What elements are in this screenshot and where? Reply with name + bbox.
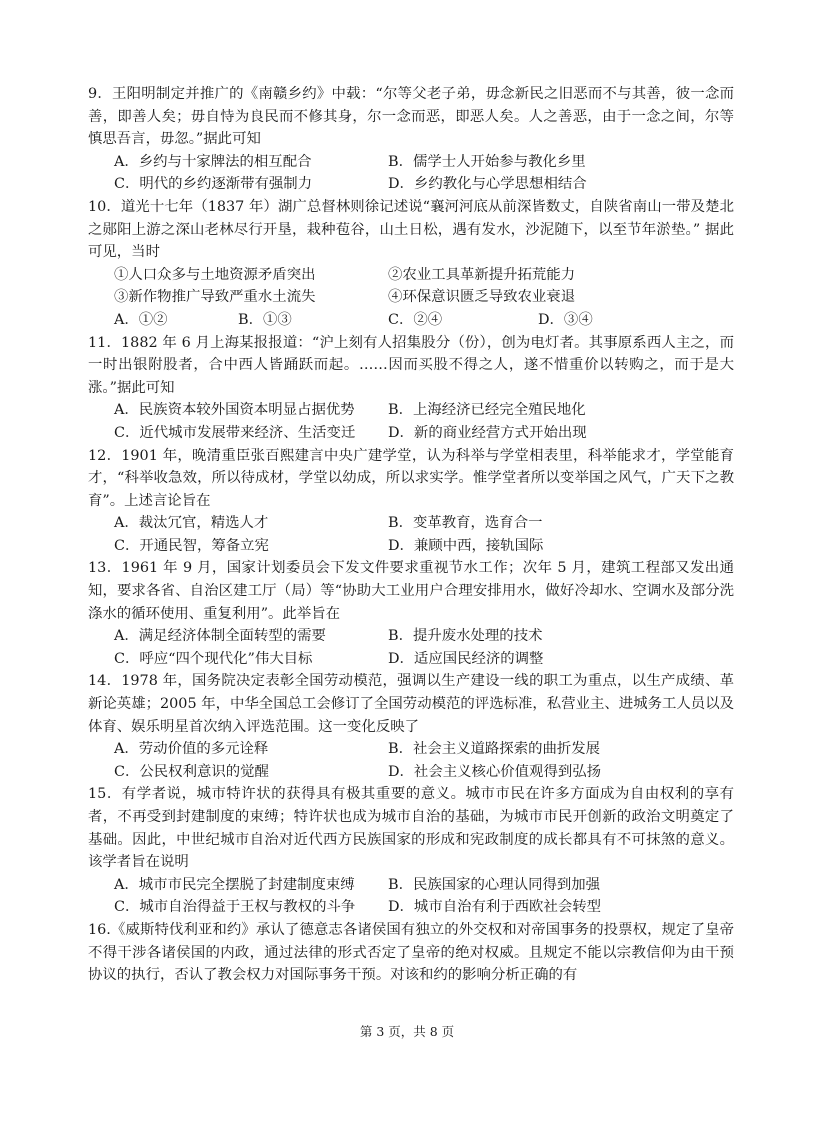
question-13: [88, 557, 734, 670]
options-row: [88, 422, 734, 445]
option-d: D．兼顾中西，接轨国际: [388, 537, 544, 554]
option-c: C．明代的乡约逐渐带有强制力: [114, 176, 313, 193]
options-row: [88, 512, 734, 535]
option-b: B．变革教育，选育合一: [388, 515, 543, 532]
options-row: [88, 151, 734, 174]
option-c: C．城市自治得益于王权与教权的斗争: [114, 899, 356, 916]
option-b: B．①③: [238, 311, 292, 328]
options-row: [88, 738, 734, 761]
statement-3: ③新作物推广导致严重水土流失: [114, 289, 316, 306]
option-a: A．①②: [114, 311, 168, 328]
option-d: D．社会主义核心价值观得到弘扬: [388, 763, 602, 780]
question-16: [88, 919, 734, 987]
question-stem: 9．王阳明制定并推广的《南赣乡约》中载：“尔等父老子弟，毋念新民之旧恶而不与其善，彼一念而善，即善人矣；毋自恃为良民而不修其身，尔一念而恶，即恶人矣。人之善恶，由于一念之间，尔等慎思吾言，毋忽。”据此可知: [88, 86, 734, 148]
options-row: [88, 896, 734, 919]
option-d: D．新的商业经营方式开始出现: [388, 424, 587, 441]
statements-row: [88, 286, 734, 309]
question-11: [88, 332, 734, 445]
option-b: B．社会主义道路探索的曲折发展: [388, 741, 601, 758]
question-stem: 12．1901 年，晚清重臣张百熙建言中央广建学堂，认为科举与学堂相表里，科举能求才，学堂能育才，“科举收急效，所以待成材，学堂以幼成，所以求实学。惟学堂者所以变举国之风气，广天下之教育”。上述言论旨在: [88, 447, 734, 509]
option-b: B．上海经济已经完全殖民地化: [388, 402, 586, 419]
option-b: B．提升废水处理的技术: [388, 628, 543, 645]
option-c: C．呼应“四个现代化”伟大目标: [114, 650, 313, 667]
question-stem: 16.《威斯特伐利亚和约》承认了德意志各诸侯国有独立的外交权和对帝国事务的投票权，规定了皇帝不得干涉各诸侯国的内政，通过法律的形式否定了皇帝的绝对权威。且规定不能以宗教信仰为由干预协议的执行，否认了教会权力对国际事务干预。对该和约的影响分析正确的有: [88, 921, 734, 984]
option-c: C．②④: [388, 311, 443, 328]
question-stem: 13．1961 年 9 月，国家计划委员会下发文件要求重视节水工作；次年 5 月，建筑工程部又发出通知，要求各省、自治区建工厅（局）等“协助大工业用户合理安排用水，做好冷却水、空调水及部分洗涤水的循环使用、重复利用”。此举旨在: [88, 560, 734, 622]
option-b: B．民族国家的心理认同得到加强: [388, 876, 601, 893]
option-d: D．城市自治有利于西欧社会转型: [388, 899, 602, 916]
options-row: [88, 535, 734, 558]
page-number-footer: 第 3 页，共 8 页: [359, 1024, 455, 1039]
option-a: A．城市市民完全摆脱了封建制度束缚: [114, 876, 355, 893]
option-c: C．公民权利意识的觉醒: [114, 763, 269, 780]
question-stem: 14．1978 年，国务院决定表彰全国劳动模范，强调以生产建设一线的职工为重点，以生产成绩、革新论英雄；2005 年，中华全国总工会修订了全国劳动模范的评选标准，私营业主、进城务工人员以及体育、娱乐明星首次纳入评选范围。这一变化反映了: [88, 673, 734, 735]
question-15: [88, 783, 734, 919]
option-b: B．儒学士人开始参与教化乡里: [388, 153, 586, 170]
question-9: [88, 83, 734, 196]
question-14: [88, 670, 734, 783]
option-d: D．③④: [538, 311, 593, 328]
options-row: [88, 173, 734, 196]
options-row: [88, 874, 734, 897]
question-list: [88, 83, 734, 987]
option-d: D．适应国民经济的调整: [388, 650, 544, 667]
options-row: [88, 648, 734, 671]
option-c: C．开通民智，筹备立宪: [114, 537, 269, 554]
statement-4: ④环保意识匮乏导致农业衰退: [388, 289, 576, 306]
question-stem: 15．有学者说，城市特许状的获得具有极其重要的意义。城市市民在许多方面成为自由权利的享有者，不再受到封建制度的束缚；特许状也成为城市自治的基础，为城市市民开创新的政治文明奠定了基础。因此，中世纪城市自治对近代西方民族国家的形成和宪政制度的成长都具有不可抹煞的意义。该学者旨在说明: [88, 786, 734, 871]
option-a: A．满足经济体制全面转型的需要: [114, 628, 326, 645]
option-a: A．民族资本较外国资本明显占据优势: [114, 402, 355, 419]
question-10: [88, 196, 734, 332]
question-stem: 11．1882 年 6 月上海某报报道：“沪上刻有人招集股分（份），创为电灯者。其事原系西人主之，而一时出银附股者，合中西人皆踊跃而起。……因而买股不得之人，遂不惜重价以转购之，而于是大涨。”据此可知: [88, 334, 734, 396]
statement-1: ①人口众多与土地资源矛盾突出: [114, 266, 316, 283]
options-row: [88, 399, 734, 422]
statements-row: [88, 264, 734, 287]
option-d: D．乡约教化与心学思想相结合: [388, 176, 587, 193]
option-a: A．乡约与十家牌法的相互配合: [114, 153, 312, 170]
question-12: [88, 445, 734, 558]
options-row: [88, 309, 734, 332]
option-a: A．裁汰冗官，精选人才: [114, 515, 269, 532]
question-stem: 10．道光十七年（1837 年）湖广总督林则徐记述说“襄河河底从前深皆数丈，自陕省南山一带及楚北之郧阳上游之深山老林尽行开垦，栽种苞谷，山土日松，遇有发水，沙泥随下，以至节年淤垫。” 据此可见，当时: [88, 198, 734, 261]
options-row: [88, 761, 734, 784]
option-a: A．劳动价值的多元诠释: [114, 741, 269, 758]
statement-2: ②农业工具革新提升拓荒能力: [388, 266, 576, 283]
options-row: [88, 625, 734, 648]
option-c: C．近代城市发展带来经济、生活变迁: [114, 424, 356, 441]
